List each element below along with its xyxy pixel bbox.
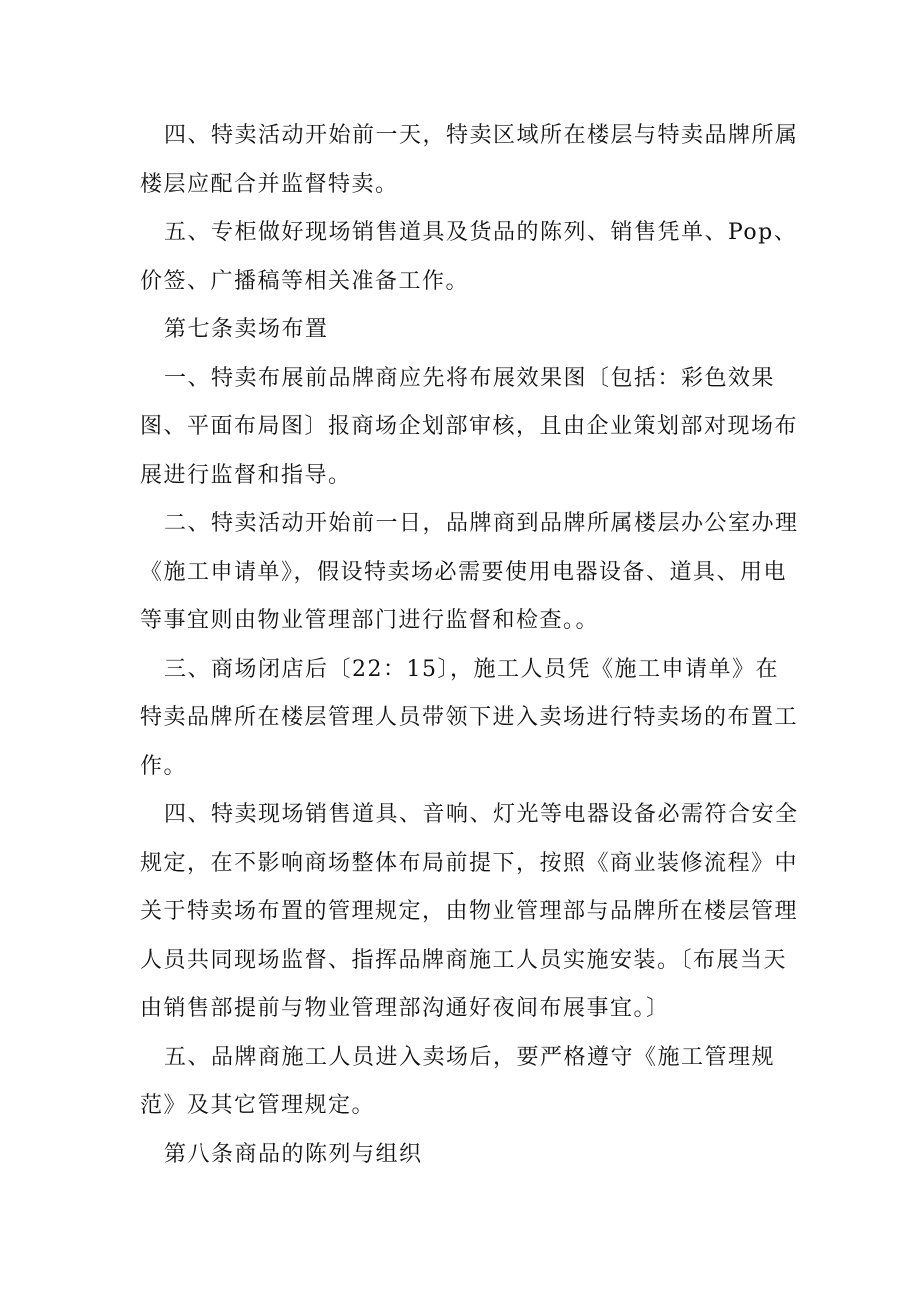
- heading-article-7-venue-layout: 第七条卖场布置: [164, 317, 329, 342]
- paragraph-equipment-safety: 四、特卖现场销售道具、音响、灯光等电器设备必需符合安全规定，在不影响商场整体布局前提下，按照《商业装修流程》中关于特卖场布置的管理规定，由物业管理部与品牌所在楼层管理人员共同现场监督、指挥品牌商施工人员实施安装。〔布展当天由销售部提前与物业管理部沟通好夜间布展事宜。〕: [140, 802, 799, 1021]
- paragraph-special-sale-eve-floor-cooperation: 四、特卖活动开始前一天，特卖区域所在楼层与特卖品牌所属楼层应配合并监督特卖。: [140, 123, 799, 197]
- paragraph-construction-application: 二、特卖活动开始前一日，品牌商到品牌所属楼层办公室办理《施工申请单》，假设特卖场必需要使用电器设备、道具、用电等事宜则由物业管理部门进行监督和检查。。: [140, 511, 799, 633]
- paragraph-after-closing-setup: 三、商场闭店后〔22：15〕，施工人员凭《施工申请单》在特卖品牌所在楼层管理人员带领下进入卖场进行特卖场的布置工作。: [140, 656, 799, 779]
- heading-article-8-merchandise-display: 第八条商品的陈列与组织: [164, 1141, 423, 1167]
- paragraph-layout-rendering-review: 一、特卖布展前品牌商应先将布展效果图〔包括：彩色效果图、平面布局图〕报商场企划部审核，且由企业策划部对现场布展进行监督和指导。: [140, 365, 799, 488]
- paragraph-construction-rules: 五、品牌商施工人员进入卖场后，要严格遵守《施工管理规范》及其它管理规定。: [140, 1044, 776, 1118]
- document-body: [140, 112, 800, 1179]
- paragraph-counter-preparation: 五、专柜做好现场销售道具及货品的陈列、销售凭单、Pop、价签、广播稿等相关准备工作。: [140, 220, 798, 294]
